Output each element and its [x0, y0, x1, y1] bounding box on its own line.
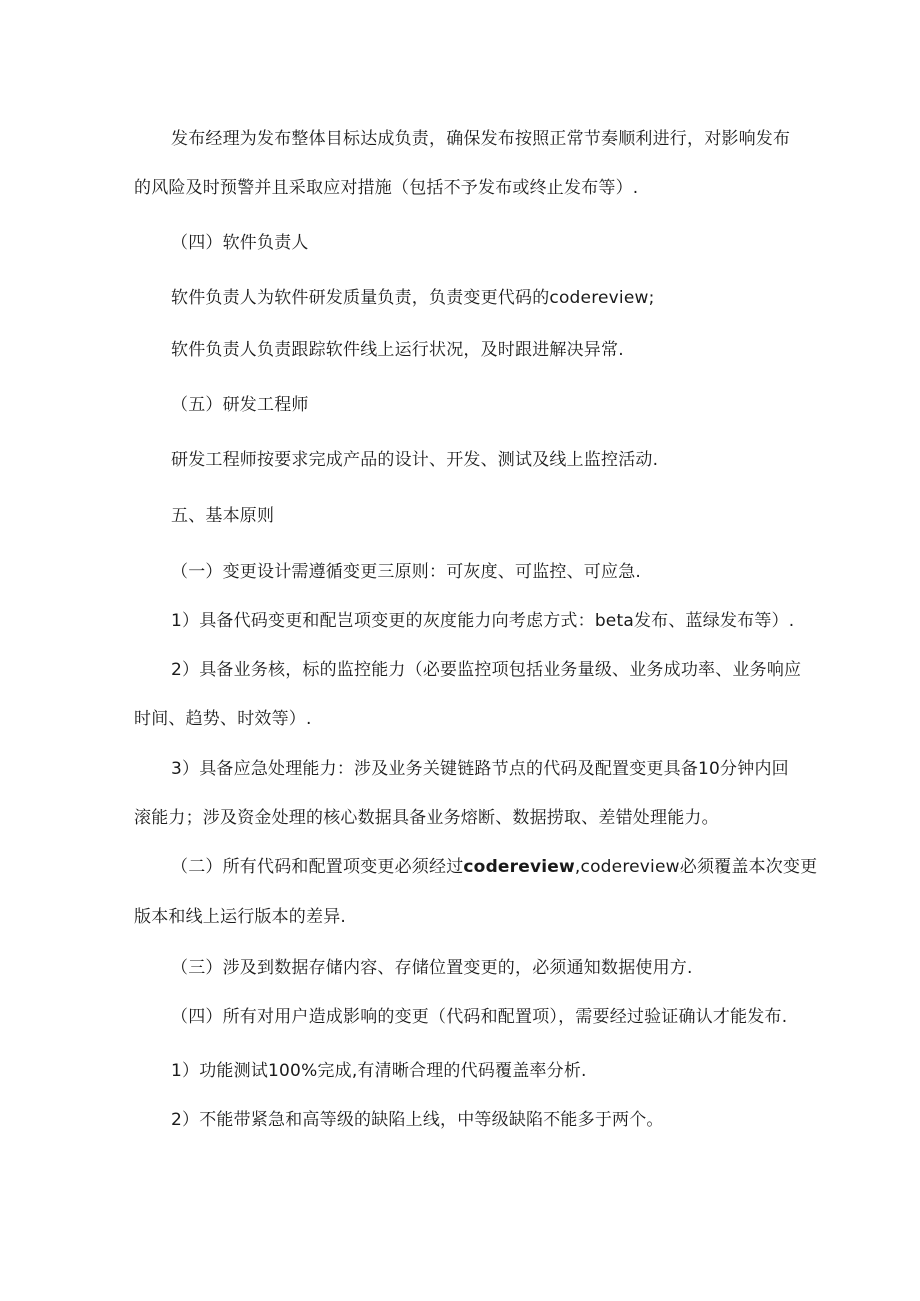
paragraph-line: 版本和线上运行版本的差异. — [134, 907, 347, 927]
section-heading: （四）所有对用户造成影响的变更（代码和配置项），需要经过验证确认才能发布. — [171, 1007, 788, 1027]
section-heading: （五）研发工程师 — [171, 395, 309, 415]
rule-bold-term: codereview — [463, 857, 575, 877]
paragraph-line: 软件负责人为软件研发质量负责，负责变更代码的codereview; — [171, 288, 655, 308]
paragraph-line: 研发工程师按要求完成产品的设计、开发、测试及线上监控活动. — [171, 450, 659, 470]
rule-suffix: ,codereview必须覆盖本次变更 — [574, 857, 818, 877]
list-item-continuation: 时间、趋势、时效等）. — [134, 709, 312, 729]
list-item: 2）具备业务核，标的监控能力（必要监控项包括业务量级、业务成功率、业务响应 — [171, 660, 802, 680]
list-item: 3）具备应急处理能力：涉及业务关键链路节点的代码及配置变更具备10分钟内回 — [171, 759, 789, 779]
list-item: 1）功能测试100%完成,有清晰合理的代码覆盖率分析. — [171, 1061, 587, 1081]
chapter-heading: 五、基本原则 — [171, 506, 275, 526]
rule-prefix: （二）所有代码和配置项变更必须经过 — [171, 857, 464, 877]
section-heading-line — [171, 855, 817, 879]
list-item: 1）具备代码变更和配岂项变更的灰度能力向考虑方式：beta发布、蓝绿发布等）. — [171, 611, 795, 631]
section-heading: （四）软件负责人 — [171, 233, 309, 253]
paragraph-line: 软件负责人负责跟踪软件线上运行状况，及时跟进解决异常. — [171, 340, 624, 360]
section-heading: （一）变更设计需遵循变更三原则：可灰度、可监控、可应急. — [171, 562, 642, 582]
list-item-continuation: 滚能力；涉及资金处理的核心数据具备业务熔断、数据捞取、差错处理能力。 — [134, 808, 719, 828]
section-heading: （三）涉及到数据存储内容、存储位置变更的，必须通知数据使用方. — [171, 958, 693, 978]
paragraph-line: 发布经理为发布整体目标达成负责，确保发布按照正常节奏顺利进行，对影响发布 — [171, 129, 791, 149]
list-item: 2）不能带紧急和高等级的缺陷上线，中等级缺陷不能多于两个。 — [171, 1110, 664, 1130]
paragraph-line: 的风险及时预警并且采取应对措施（包括不予发布或终止发布等）. — [134, 178, 639, 198]
